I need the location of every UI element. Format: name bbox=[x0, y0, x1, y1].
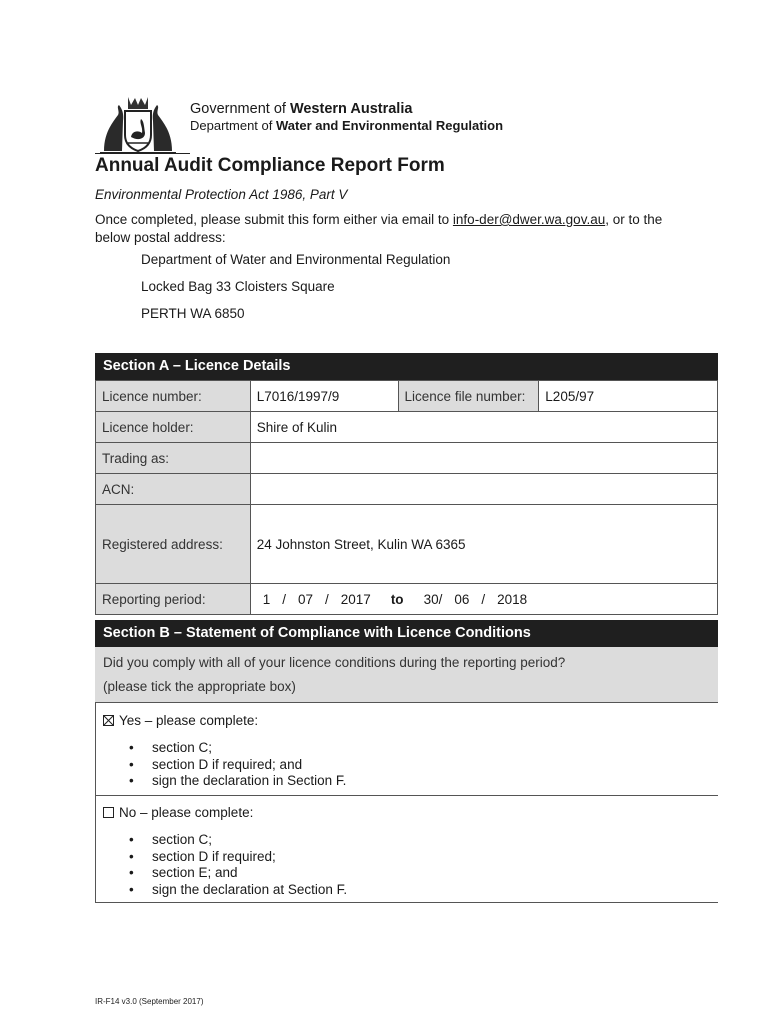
list-item: • section C; bbox=[129, 832, 347, 849]
department-name: Department of Water and Environmental Regulation bbox=[190, 118, 504, 133]
period-from-year: 2017 bbox=[340, 591, 371, 607]
section-b-header: Section B – Statement of Compliance with Licence Conditions bbox=[95, 620, 718, 647]
licence-number-row bbox=[96, 381, 718, 412]
list-item: • section E; and bbox=[129, 865, 347, 882]
postal-address-line-3: PERTH WA 6850 bbox=[141, 306, 245, 321]
trading-as-row bbox=[96, 443, 718, 474]
no-label: No – please complete: bbox=[119, 805, 254, 820]
licence-details-table bbox=[95, 380, 718, 615]
submission-instructions: Once completed, please submit this form either via email to info-der@dwer.wa.gov.au, or to the below postal address: bbox=[95, 212, 663, 245]
act-reference: Environmental Protection Act 1986, Part V bbox=[95, 187, 348, 202]
registered-address-label: Registered address: bbox=[96, 505, 251, 584]
email-link[interactable]: info-der@dwer.wa.gov.au bbox=[452, 212, 606, 227]
period-to-sep: / bbox=[481, 591, 486, 607]
licence-file-number-label: Licence file number: bbox=[398, 381, 539, 412]
period-to-month: 06 bbox=[454, 591, 470, 607]
licence-holder-field[interactable]: Shire of Kulin bbox=[250, 412, 717, 443]
postal-address-line-2: Locked Bag 33 Cloisters Square bbox=[141, 279, 335, 294]
section-a-header: Section A – Licence Details bbox=[95, 353, 718, 380]
form-title: Annual Audit Compliance Report Form bbox=[95, 155, 445, 176]
licence-number-field[interactable]: L7016/1997/9 bbox=[250, 381, 398, 412]
licence-holder-row bbox=[96, 412, 718, 443]
acn-row bbox=[96, 474, 718, 505]
form-code: IR-F14 v3.0 (September 2017) bbox=[95, 997, 204, 1006]
wa-coat-of-arms-icon bbox=[98, 93, 178, 157]
acn-field[interactable] bbox=[250, 474, 717, 505]
trading-as-label: Trading as: bbox=[96, 443, 251, 474]
compliance-question bbox=[95, 647, 718, 703]
no-option[interactable] bbox=[103, 805, 253, 820]
government-name: Government of Western Australia bbox=[190, 101, 413, 117]
list-item: • sign the declaration at Section F. bbox=[129, 882, 347, 899]
list-item: • section C; bbox=[129, 740, 346, 757]
list-item: • section D if required; bbox=[129, 849, 347, 866]
yes-checkbox[interactable] bbox=[103, 715, 114, 726]
option-divider bbox=[95, 795, 718, 796]
section-b-bottom-rule bbox=[95, 902, 718, 903]
period-from-month: 07 bbox=[297, 591, 313, 607]
registered-address-row bbox=[96, 505, 718, 584]
yes-option[interactable] bbox=[103, 713, 258, 728]
reporting-period-field[interactable] bbox=[250, 584, 717, 615]
header-rule bbox=[95, 153, 190, 154]
yes-requirements-list bbox=[129, 740, 346, 790]
question-text: Did you comply with all of your licence conditions during the reporting period? bbox=[103, 655, 566, 670]
list-item: • sign the declaration in Section F. bbox=[129, 773, 346, 790]
period-to-day: 30/ bbox=[423, 591, 443, 607]
acn-label: ACN: bbox=[96, 474, 251, 505]
list-item: • section D if required; and bbox=[129, 757, 346, 774]
yes-label: Yes – please complete: bbox=[119, 713, 259, 728]
registered-address-field[interactable]: 24 Johnston Street, Kulin WA 6365 bbox=[250, 505, 717, 584]
period-to-year: 2018 bbox=[497, 591, 528, 607]
trading-as-field[interactable] bbox=[250, 443, 717, 474]
period-to-word: to bbox=[390, 591, 404, 607]
licence-file-number-field[interactable]: L205/97 bbox=[539, 381, 718, 412]
period-from-sep-2: / bbox=[325, 591, 329, 607]
licence-number-label: Licence number: bbox=[96, 381, 251, 412]
no-checkbox[interactable] bbox=[103, 807, 114, 818]
question-instruction: (please tick the appropriate box) bbox=[103, 679, 296, 694]
reporting-period-row bbox=[96, 584, 718, 615]
licence-holder-label: Licence holder: bbox=[96, 412, 251, 443]
reporting-period-label: Reporting period: bbox=[96, 584, 251, 615]
period-from-sep-1: / bbox=[282, 591, 286, 607]
no-requirements-list bbox=[129, 832, 347, 898]
postal-address-line-1: Department of Water and Environmental Regulation bbox=[141, 252, 451, 267]
period-from-day: 1 bbox=[262, 591, 271, 607]
